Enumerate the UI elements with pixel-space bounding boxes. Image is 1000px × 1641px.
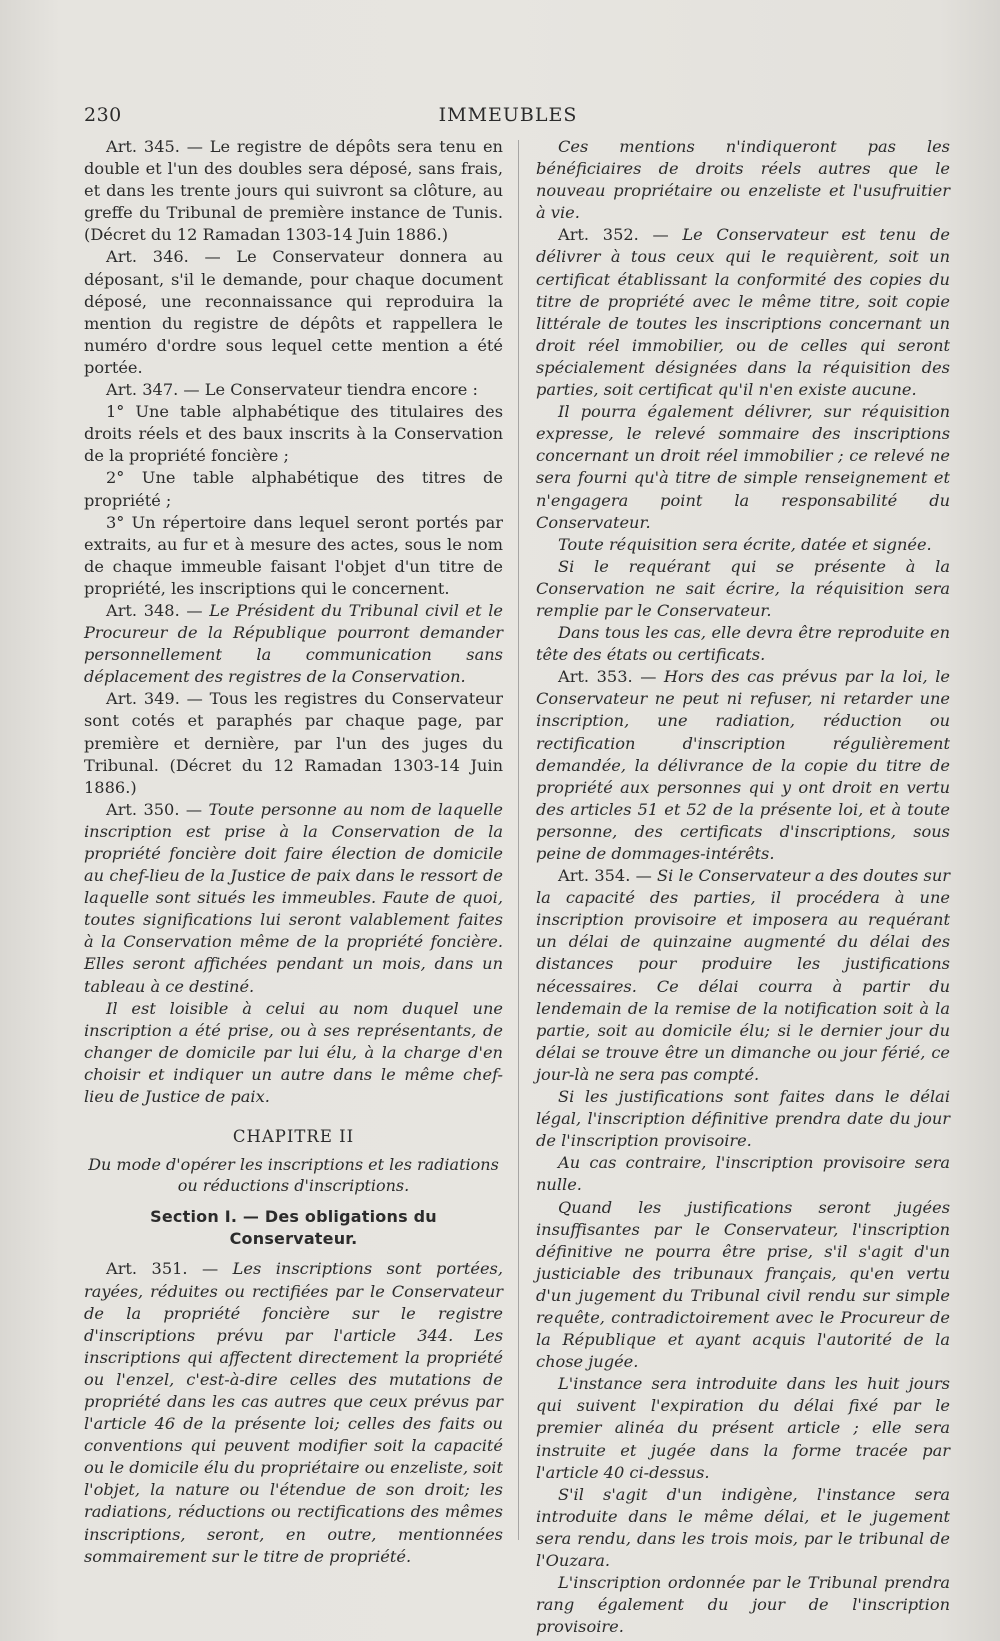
art-351 xyxy=(84,1258,503,1567)
art-350-lead: Art. 350. — xyxy=(106,799,209,819)
art-348 xyxy=(84,600,503,688)
art-352-para-2: Il pourra également délivrer, sur réquisition expresse, le relevé sommaire des inscriptions concernant un droit réel immobilier ; ce relevé ne sera fourni qu'à titre de simple renseignement et n'engagera point la responsabilité du Conservateur. xyxy=(536,402,950,532)
art-352-para-5: Dans tous les cas, elle devra être reproduite en tête des états ou certificats. xyxy=(536,623,950,665)
art-354-para-2: Si les justifications sont faites dans le délai légal, l'inscription définitive prendra date du jour de l'inscription provisoire. xyxy=(536,1087,950,1151)
left-column xyxy=(84,136,503,1568)
art-350 xyxy=(84,799,503,998)
art-350-para-2: Il est loisible à celui au nom duquel une inscription a été prise, ou à ses représentants, de changer de domicile par lui élu, à la charge d'en choisir et indiquer un autre dans le même chef-lieu de Justice de paix. xyxy=(84,998,503,1107)
art-354-para-4: Quand les justifications seront jugées insuffisantes par le Conservateur, l'inscription définitive ne pourra être prise, s'il s'agit d'un justiciable des tribunaux français, qu'en vertu d'un jugement du Tribunal civil rendu sur simple requête, contradictoirement avec le Procureur de la République et ayant acquis l'autorité de la chose jugée. xyxy=(536,1197,950,1372)
page-number: 230 xyxy=(84,104,122,126)
art-347-item-2: 2° Une table alphabétique des titres de propriété ; xyxy=(84,468,503,510)
art-354-para-5: L'instance sera introduite dans les huit jours qui suivent l'expiration du délai fixé par le premier alinéa du présent article ; elle sera instruite et jugée dans la forme tracée par l'article 40 ci-dessus. xyxy=(536,1374,950,1482)
art-352-para-4: Si le requérant qui se présente à la Conservation ne sait écrire, la réquisition sera remplie par le Conservateur. xyxy=(536,556,950,620)
right-column xyxy=(536,136,950,1638)
art-351-lead: Art. 351. — xyxy=(106,1259,233,1279)
art-354-text: Si le Conservateur a des doutes sur la capacité des parties, il procédera à une inscription provisoire et imposera au requérant un délai de quinzaine augmenté du délai des distances pour produire les justifications nécessaires. Ce délai courra à partir du lendemain de la remise de la notification soit à la partie, soit au domicile élu; si le dernier jour du délai se trouve être un dimanche ou jour férié, ce jour-là ne sera pas compté. xyxy=(536,866,951,1084)
art-353-text: Hors des cas prévus par la loi, le Conservateur ne peut ni refuser, ni retarder une inscription, une radiation, réduction ou rectification d'inscription régulièrement demandée, la délivrance de la copie du titre de propriété aux personnes qui y ont droit en vertu des articles 51 et 52 de la présente loi, et à toute personne, des certificats d'inscriptions, sous peine de dommages-intérêts. xyxy=(536,667,950,863)
art-352-text: Le Conservateur est tenu de délivrer à tous ceux qui le requièrent, soit un certificat établissant la conformité des copies du titre de propriété avec le même titre, soit copie littérale de toutes les inscriptions concernant un droit réel immobilier, ou de celles qui seront spécialement désignées dans la réquisition des parties, soit certificat qu'il n'en existe aucune. xyxy=(536,225,950,400)
column-divider xyxy=(518,140,519,1540)
art-351-continued: Ces mentions n'indiqueront pas les bénéficiaires de droits réels autres que le nouveau propriétaire ou enzeliste et l'usufruitier à vie. xyxy=(536,137,950,223)
art-354-para-6: S'il s'agit d'un indigène, l'instance sera introduite dans le même délai, et le jugement sera rendu, dans les trois mois, par le tribunal de l'Ouzara. xyxy=(536,1484,950,1570)
running-title: IMMEUBLES xyxy=(438,104,578,126)
art-351-text: Les inscriptions sont portées, rayées, réduites ou rectifiées par le Conservateur de la propriété foncière sur le registre d'inscriptions prévu par l'article 344. Les inscriptions qui affectent directement la propriété ou l'enzel, c'est-à-dire celles des mutations de propriété dans les cas autres que ceux prévus par l'article 46 de la présente loi; celles des faits ou conventions qui peuvent modifier soit la capacité ou le domicile élu du propriétaire ou enzeliste, soit l'objet, la nature ou l'étendue de son droit; les radiations, réductions ou rectifications des mêmes inscriptions, seront, en outre, mentionnées sommairement sur le titre de propriété. xyxy=(84,1259,503,1566)
art-353 xyxy=(536,666,950,865)
art-347-item-1: 1° Une table alphabétique des titulaires des droits réels et des baux inscrits à la Conservation de la propriété foncière ; xyxy=(84,402,503,466)
art-345: Art. 345. — Le registre de dépôts sera tenu en double et l'un des doubles sera déposé, sans frais, et dans les trente jours qui suivront sa clôture, au greffe du Tribunal de première instance de Tunis. (Décret du 12 Ramadan 1303-14 Juin 1886.) xyxy=(84,137,503,245)
art-352-lead: Art. 352. — xyxy=(558,225,683,245)
art-354-lead: Art. 354. — xyxy=(558,866,658,886)
art-354 xyxy=(536,865,950,1086)
chapter-subtitle: Du mode d'opérer les inscriptions et les radiations ou réductions d'inscriptions. xyxy=(88,1155,499,1196)
art-350-text: Toute personne au nom de laquelle inscription est prise à la Conservation de la propriété foncière doit faire élection de domicile au chef-lieu de la Justice de paix dans le ressort de laquelle sont situés les immeubles. Faute de quoi, toutes significations lui seront valablement faites à la Conservation même de la propriété foncière. Elles seront affichées pendant un mois, dans un tableau à ce destiné. xyxy=(84,799,504,996)
art-347: Art. 347. — Le Conservateur tiendra encore : xyxy=(106,380,478,400)
art-349: Art. 349. — Tous les registres du Conservateur sont cotés et paraphés par chaque page, par première et dernière, par l'un des juges du Tribunal. (Décret du 12 Ramadan 1303-14 Juin 1886.) xyxy=(84,689,503,797)
art-352 xyxy=(536,224,950,401)
art-346: Art. 346. — Le Conservateur donnera au déposant, s'il le demande, pour chaque document déposé, une reconnaissance qui reproduira la mention du registre de dépôts et rappellera le numéro d'ordre sous lequel cette mention a été portée. xyxy=(84,247,503,377)
page-header xyxy=(84,104,932,132)
art-348-text: Le Président du Tribunal civil et le Procureur de la République pourront demander personnellement la communication sans déplacement des registres de la Conservation. xyxy=(84,600,503,687)
art-348-lead: Art. 348. — xyxy=(106,600,210,620)
art-352-para-3: Toute réquisition sera écrite, datée et signée. xyxy=(558,534,932,554)
chapter-heading: CHAPITRE II xyxy=(232,1127,355,1147)
art-353-lead: Art. 353. — xyxy=(558,667,664,687)
section-heading: Section I. — Des obligations du Conservateur. xyxy=(150,1207,437,1249)
art-354-para-3: Au cas contraire, l'inscription provisoire sera nulle. xyxy=(536,1153,950,1195)
art-347-item-3: 3° Un répertoire dans lequel seront portés par extraits, au fur et à mesure des actes, sous le nom de chaque immeuble faisant l'objet d'un titre de propriété, les inscriptions qui le concernent. xyxy=(84,512,503,598)
art-354-para-7: L'inscription ordonnée par le Tribunal prendra rang également du jour de l'inscription provisoire. xyxy=(536,1573,950,1637)
